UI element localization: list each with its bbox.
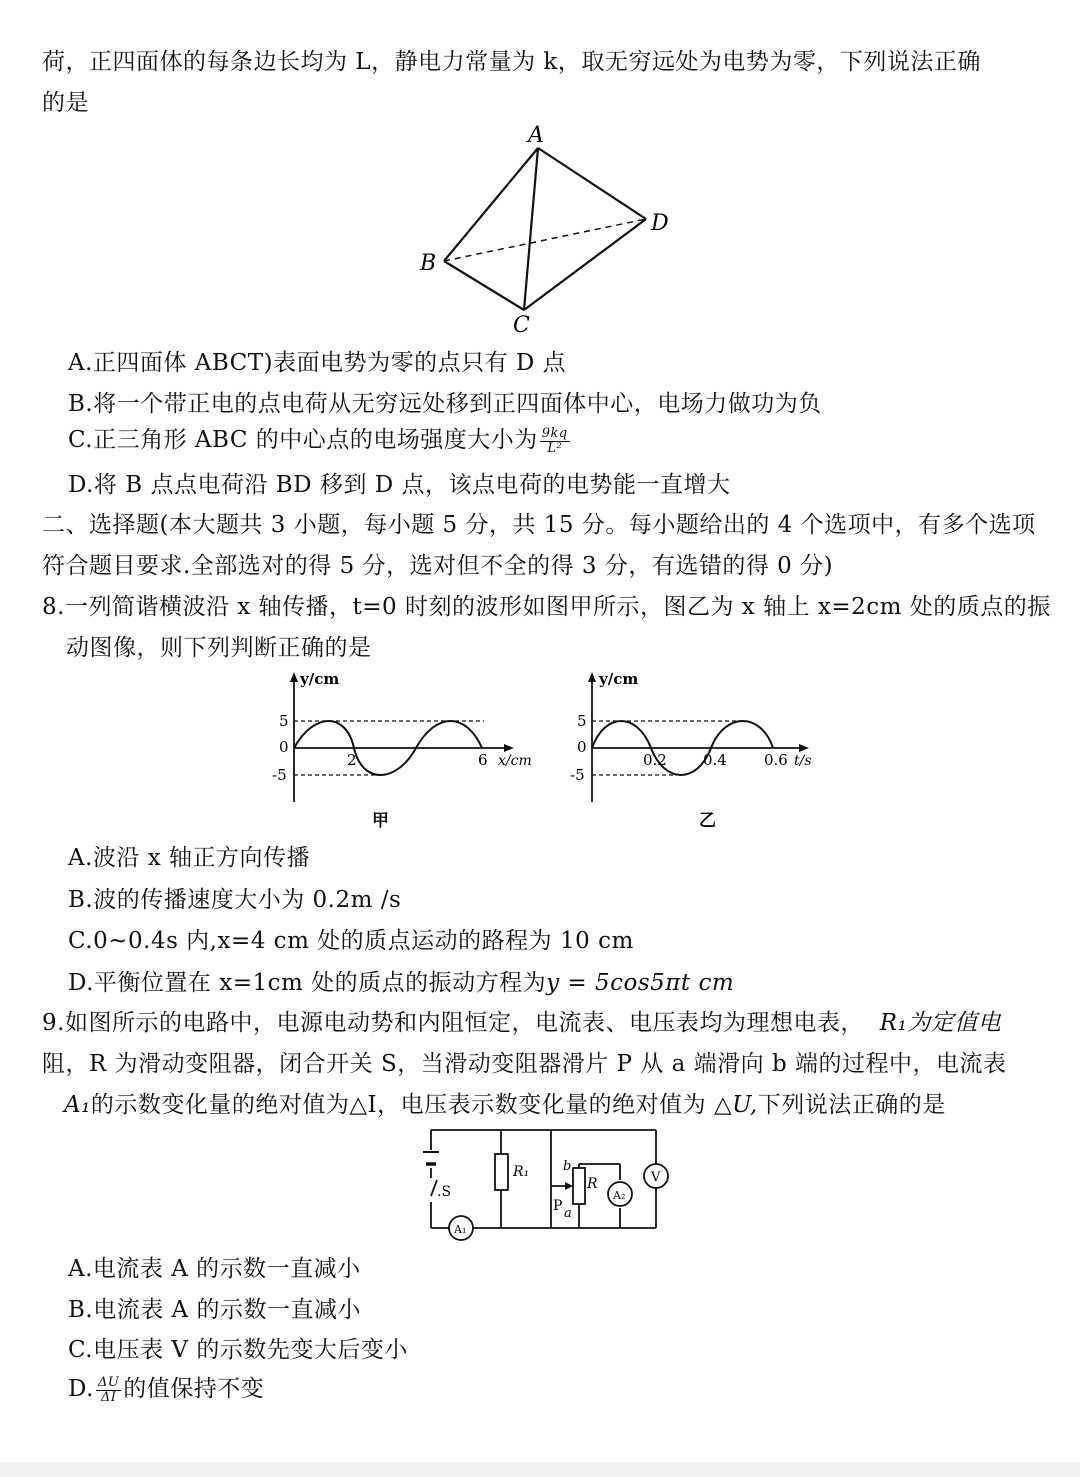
tick-0-4: 0.4 bbox=[703, 751, 727, 769]
xlabel: x/cm bbox=[498, 753, 532, 769]
xlabel: t/s bbox=[794, 753, 812, 769]
q8-option-c: C.0~0.4s 内,x=4 cm 处的质点运动的路程为 10 cm bbox=[68, 928, 634, 954]
tick-0-6: 0.6 bbox=[764, 751, 788, 769]
tick-0: 0 bbox=[577, 738, 587, 756]
label-a: A bbox=[528, 123, 544, 148]
q7-option-c-text: C.正三角形 ABC 的中心点的电场强度大小为 bbox=[68, 427, 538, 453]
q9-option-d-text: 的值保持不变 bbox=[123, 1376, 265, 1402]
label-v: V bbox=[651, 1170, 661, 1185]
page-bottom-strip bbox=[0, 1462, 1080, 1477]
vibration-graph-yi bbox=[565, 668, 835, 834]
q7-option-c bbox=[68, 424, 572, 456]
q7-stem-line2: 的是 bbox=[42, 90, 89, 116]
q9-stem-line1-text: 9.如图所示的电路中，电源电动势和内阻恒定，电流表、电压表均为理想电表， bbox=[42, 1010, 864, 1036]
q8-option-d-equation: y = 5cos5πt cm bbox=[546, 970, 735, 996]
resistor-r1 bbox=[495, 1154, 508, 1190]
label-b-end: b bbox=[563, 1159, 572, 1174]
label-c: C bbox=[513, 313, 530, 338]
ylabel: y/cm bbox=[599, 670, 639, 688]
x-axis-arrow bbox=[504, 744, 514, 752]
frac-denominator: ΔI bbox=[100, 1389, 117, 1405]
q8-stem-line1: 8.一列简谐横波沿 x 轴传播，t=0 时刻的波形如图甲所示，图乙为 x 轴上 x=2cm 处的质点的振 bbox=[42, 594, 1051, 620]
edge-ac bbox=[524, 148, 538, 310]
edge-bc bbox=[444, 261, 524, 310]
edge-cd bbox=[524, 219, 646, 310]
q7-option-c-fraction bbox=[540, 427, 570, 456]
q9-option-d-prefix: D. bbox=[68, 1376, 94, 1402]
label-a1: A₁ bbox=[454, 1223, 467, 1236]
frac-numerator: 9kq bbox=[541, 425, 568, 441]
q8-option-b: B.波的传播速度大小为 0.2m /s bbox=[68, 887, 402, 913]
q9-stem-line1 bbox=[42, 1007, 1001, 1039]
q9-option-c: C.电压表 V 的示数先变大后变小 bbox=[68, 1337, 408, 1363]
q8-option-a: A.波沿 x 轴正方向传播 bbox=[68, 845, 311, 871]
tick-minus5: -5 bbox=[570, 766, 585, 784]
q9-stem-a1: A₁ bbox=[64, 1092, 91, 1118]
label-r: R bbox=[587, 1176, 598, 1192]
q8-stem-line2: 动图像，则下列判断正确的是 bbox=[66, 635, 372, 661]
label-r1: R₁ bbox=[513, 1164, 530, 1180]
ylabel: y/cm bbox=[300, 670, 340, 688]
y-axis-arrow bbox=[588, 672, 596, 682]
rheostat-r bbox=[573, 1168, 585, 1204]
x-axis-arrow bbox=[799, 744, 809, 752]
label-a2: A₂ bbox=[613, 1189, 626, 1202]
frac-numerator: ΔU bbox=[97, 1374, 120, 1390]
q7-stem-line1: 荷，正四面体的每条边长均为 L，静电力常量为 k，取无穷远处为电势为零，下列说法正确 bbox=[42, 49, 981, 75]
label-b: B bbox=[420, 251, 437, 276]
caption-yi: 乙 bbox=[699, 811, 716, 831]
label-s: .S bbox=[437, 1184, 452, 1200]
q9-stem-line3 bbox=[64, 1089, 946, 1121]
tick-6: 6 bbox=[478, 751, 488, 769]
tick-0-2: 0.2 bbox=[643, 751, 667, 769]
q9-option-a: A.电流表 A 的示数一直减小 bbox=[68, 1256, 361, 1282]
q9-option-d bbox=[68, 1373, 264, 1405]
q8-option-d bbox=[68, 967, 734, 999]
q9-stem-r1: R₁为定值电 bbox=[879, 1010, 1002, 1036]
wave-graph-jia bbox=[270, 668, 550, 834]
slider-arrow bbox=[565, 1182, 573, 1190]
section2-line1: 二、选择题(本大题共 3 小题，每小题 5 分，共 15 分。每小题给出的 4 个选项中，有多个选项 bbox=[42, 512, 1036, 538]
frac-denominator: L² bbox=[547, 440, 563, 456]
tick-minus5: -5 bbox=[272, 766, 287, 784]
edge-ad bbox=[538, 148, 646, 219]
q9-stem-line3-text: 的示数变化量的绝对值为△I，电压表示数变化量的绝对值为 bbox=[90, 1092, 707, 1118]
tick-5: 5 bbox=[279, 712, 289, 730]
label-a-end: a bbox=[564, 1206, 572, 1221]
tick-2: 2 bbox=[347, 751, 357, 769]
tick-5: 5 bbox=[577, 712, 587, 730]
q9-stem-du: △U, bbox=[713, 1092, 758, 1118]
q9-stem-line2: 阻，R 为滑动变阻器，闭合开关 S，当滑动变阻器滑片 P 从 a 端滑向 b 端的过程中，电流表 bbox=[42, 1051, 1007, 1077]
section2-line2: 符合题目要求.全部选对的得 5 分，选对但不全的得 3 分，有选错的得 0 分) bbox=[42, 553, 834, 579]
q7-option-a: A.正四面体 ABCT)表面电势为零的点只有 D 点 bbox=[68, 350, 567, 376]
caption-jia: 甲 bbox=[372, 811, 389, 831]
q8-option-d-text: D.平衡位置在 x=1cm 处的质点的振动方程为 bbox=[68, 970, 547, 996]
q9-stem-line3-end: 下列说法正确的是 bbox=[757, 1092, 946, 1118]
label-d: D bbox=[651, 211, 669, 236]
circuit-diagram bbox=[415, 1120, 670, 1245]
q7-option-b: B.将一个带正电的点电荷从无穷远处移到正四面体中心，电场力做功为负 bbox=[68, 391, 822, 417]
label-p: P bbox=[553, 1198, 563, 1214]
q7-option-d: D.将 B 点点电荷沿 BD 移到 D 点，该点电荷的电势能一直增大 bbox=[68, 472, 731, 498]
tetrahedron-figure bbox=[400, 118, 700, 338]
q9-option-d-fraction bbox=[96, 1376, 121, 1405]
tick-0: 0 bbox=[279, 738, 289, 756]
y-axis-arrow bbox=[290, 672, 298, 682]
q9-option-b: B.电流表 A 的示数一直减小 bbox=[68, 1297, 361, 1323]
